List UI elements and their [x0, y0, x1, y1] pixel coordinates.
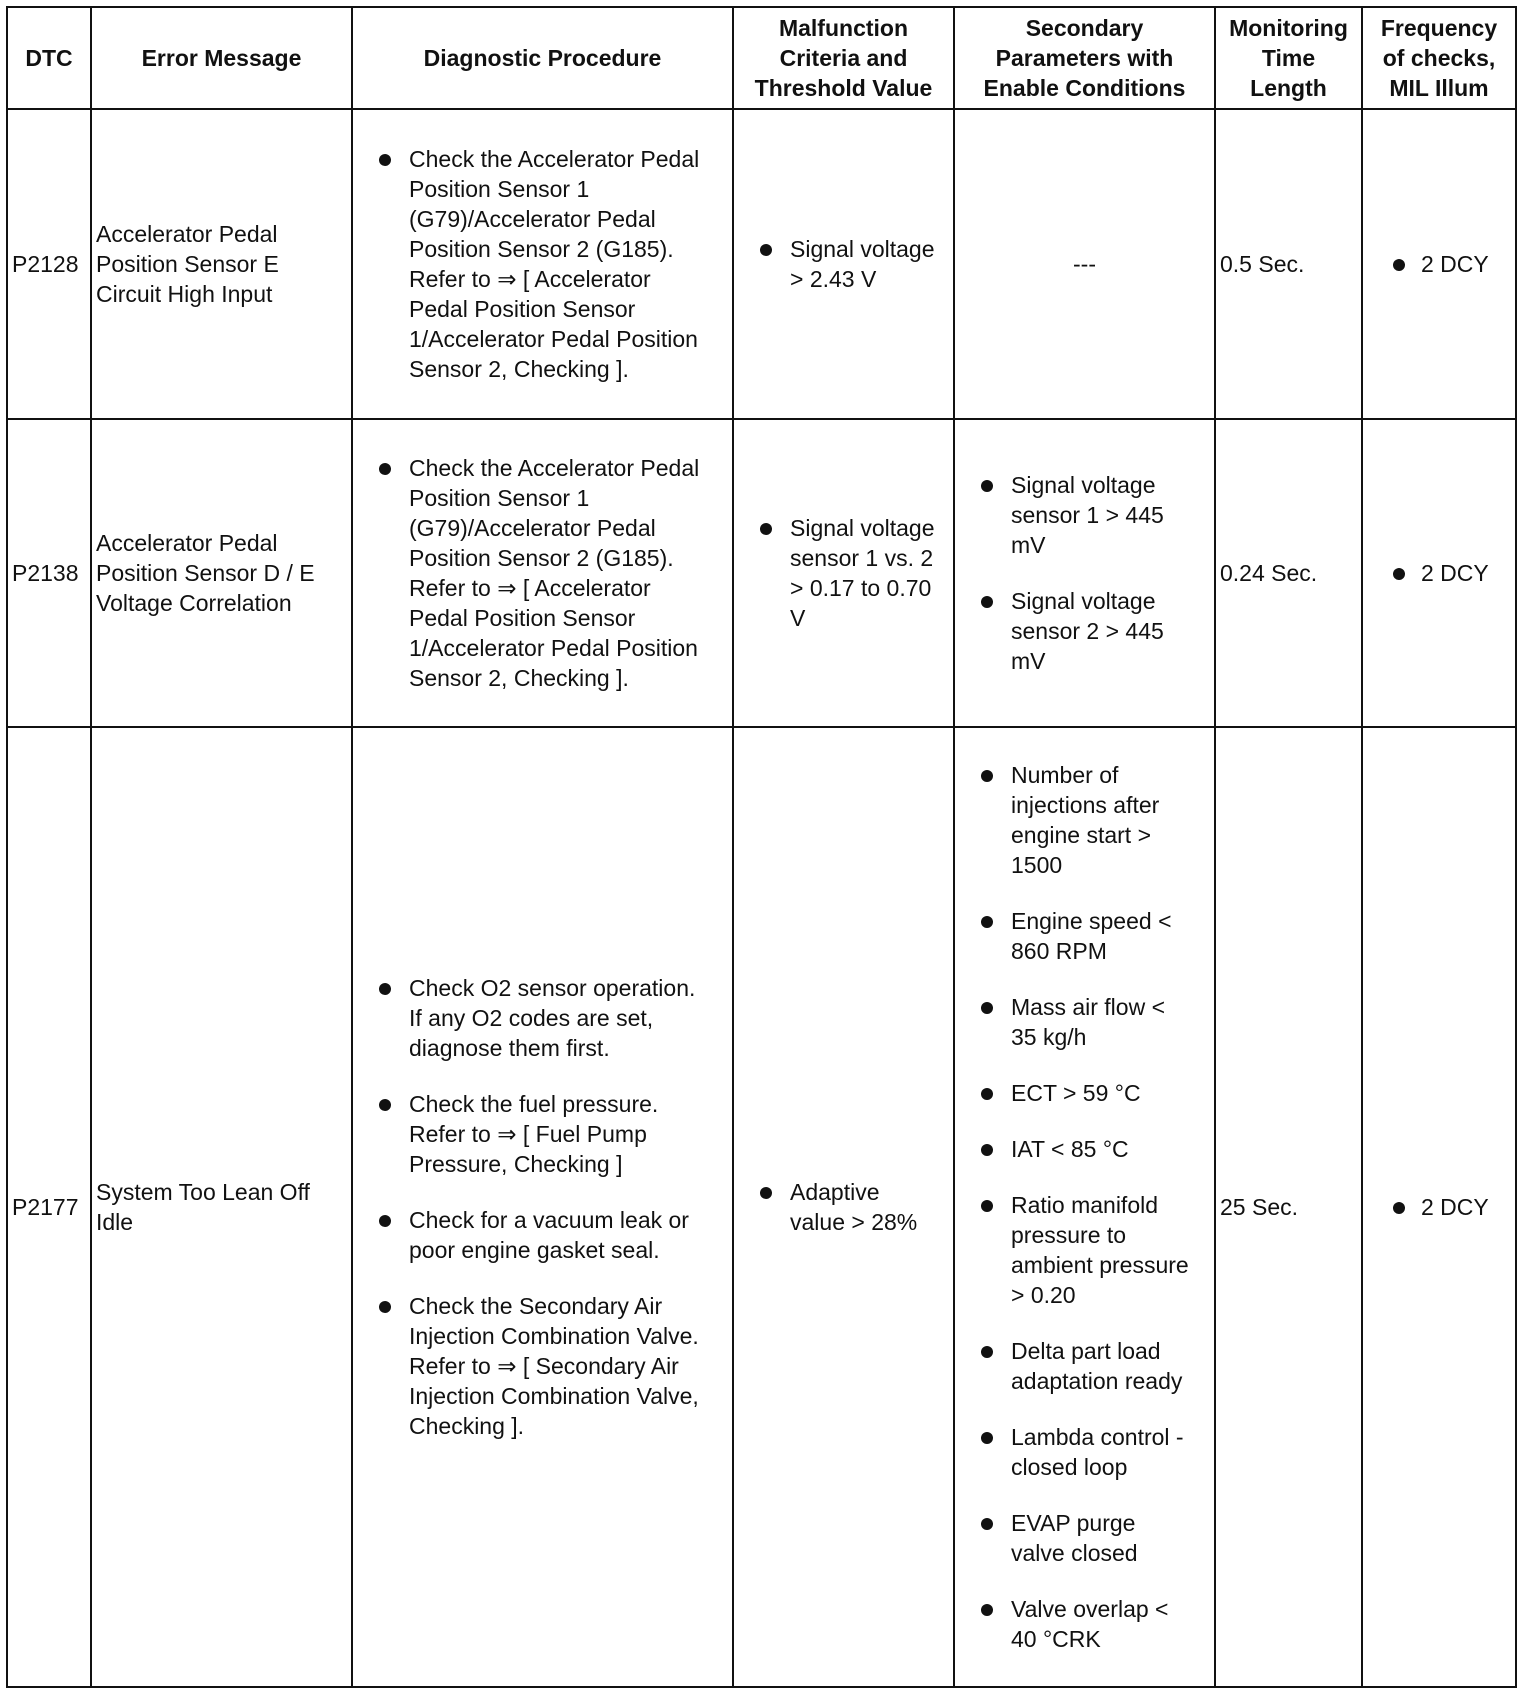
diagnostic-procedure: [352, 109, 733, 419]
secondary-parameters: [954, 109, 1215, 419]
table-row: [7, 419, 1516, 727]
header-malfunction-criteria: Malfunction Criteria and Threshold Value: [733, 7, 954, 109]
condition-item: Engine speed < 860 RPM: [959, 906, 1210, 966]
criteria-item: Adaptive value > 28%: [738, 1177, 949, 1237]
procedure-step: Check the Accelerator Pedal Position Sensor 1 (G79)/Accelerator Pedal Position Sensor 2 (G185). Refer to ⇒ [ Accelerator Pedal Position Sensor 1/Accelerator Pedal Position Sensor 2, Checking ].: [357, 453, 728, 693]
table-row: [7, 109, 1516, 419]
frequency: [1362, 727, 1516, 1687]
condition-item: Mass air flow < 35 kg/h: [959, 992, 1210, 1052]
malfunction-criteria: [733, 109, 954, 419]
condition-item: Valve overlap < 40 °CRK: [959, 1594, 1210, 1654]
condition-item: Signal voltage sensor 2 > 445 mV: [959, 586, 1210, 676]
procedure-step: Check the fuel pressure. Refer to ⇒ [ Fuel Pump Pressure, Checking ]: [357, 1089, 728, 1179]
header-frequency: Frequency of checks, MIL Illum: [1362, 7, 1516, 109]
secondary-parameters: [954, 419, 1215, 727]
dtc-table: [6, 6, 1517, 1688]
procedure-step: Check O2 sensor operation. If any O2 codes are set, diagnose them first.: [357, 973, 728, 1063]
malfunction-criteria: [733, 419, 954, 727]
monitoring-time: 25 Sec.: [1215, 727, 1362, 1687]
procedure-step: Check the Accelerator Pedal Position Sensor 1 (G79)/Accelerator Pedal Position Sensor 2 (G185). Refer to ⇒ [ Accelerator Pedal Position Sensor 1/Accelerator Pedal Position Sensor 2, Checking ].: [357, 144, 728, 384]
malfunction-criteria: [733, 727, 954, 1687]
frequency-item: 2 DCY: [1367, 1192, 1511, 1222]
monitoring-time: 0.24 Sec.: [1215, 419, 1362, 727]
condition-item: ECT > 59 °C: [959, 1078, 1210, 1108]
condition-item: IAT < 85 °C: [959, 1134, 1210, 1164]
header-secondary-parameters: Secondary Parameters with Enable Conditions: [954, 7, 1215, 109]
frequency: [1362, 419, 1516, 727]
header-row: [7, 7, 1516, 109]
dtc-document: [6, 6, 1517, 1688]
criteria-item: Signal voltage sensor 1 vs. 2 > 0.17 to 0.70 V: [738, 513, 949, 633]
procedure-step: Check for a vacuum leak or poor engine gasket seal.: [357, 1205, 728, 1265]
header-diagnostic-procedure: Diagnostic Procedure: [352, 7, 733, 109]
table-row: [7, 727, 1516, 1687]
error-message: Accelerator Pedal Position Sensor D / E Voltage Correlation: [91, 419, 352, 727]
frequency-item: 2 DCY: [1367, 249, 1511, 279]
condition-item: Ratio manifold pressure to ambient pressure > 0.20: [959, 1190, 1210, 1310]
frequency-item: 2 DCY: [1367, 558, 1511, 588]
condition-item: Signal voltage sensor 1 > 445 mV: [959, 470, 1210, 560]
header-monitoring-time: Monitoring Time Length: [1215, 7, 1362, 109]
empty-value-dash: ---: [1073, 251, 1096, 277]
monitoring-time: 0.5 Sec.: [1215, 109, 1362, 419]
condition-item: Delta part load adaptation ready: [959, 1336, 1210, 1396]
condition-item: EVAP purge valve closed: [959, 1508, 1210, 1568]
diagnostic-procedure: [352, 419, 733, 727]
header-dtc: DTC: [7, 7, 91, 109]
condition-item: Lambda control - closed loop: [959, 1422, 1210, 1482]
dtc-code: P2138: [7, 419, 91, 727]
header-error-message: Error Message: [91, 7, 352, 109]
secondary-parameters: [954, 727, 1215, 1687]
frequency: [1362, 109, 1516, 419]
error-message: System Too Lean Off Idle: [91, 727, 352, 1687]
criteria-item: Signal voltage > 2.43 V: [738, 234, 949, 294]
condition-item: Number of injections after engine start > 1500: [959, 760, 1210, 880]
diagnostic-procedure: [352, 727, 733, 1687]
dtc-code: P2177: [7, 727, 91, 1687]
dtc-code: P2128: [7, 109, 91, 419]
procedure-step: Check the Secondary Air Injection Combination Valve. Refer to ⇒ [ Secondary Air Injection Combination Valve, Checking ].: [357, 1291, 728, 1441]
error-message: Accelerator Pedal Position Sensor E Circuit High Input: [91, 109, 352, 419]
